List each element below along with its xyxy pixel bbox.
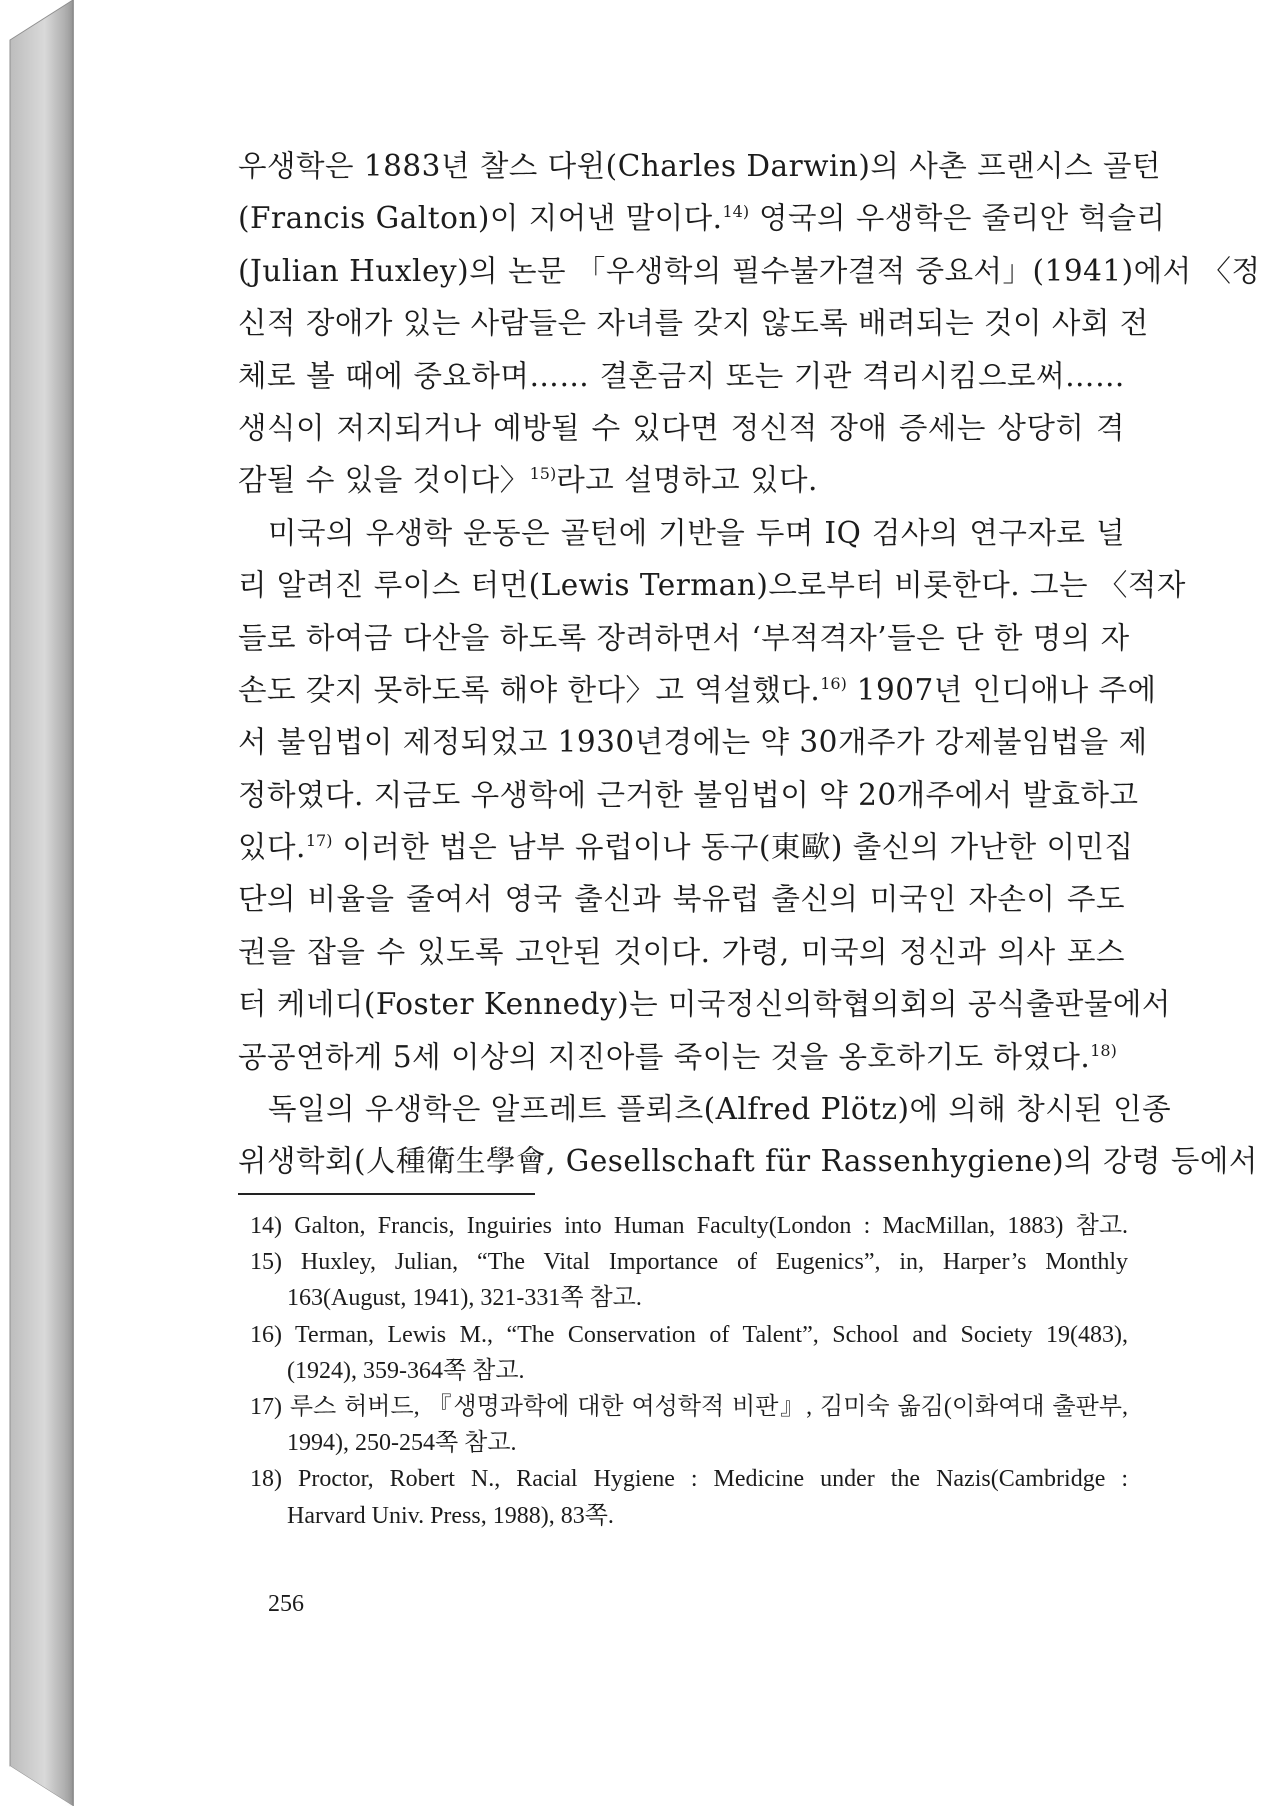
body-line: (Julian Huxley)의 논문 「우생학의 필수불가결적 중요서」(1941)에서 〈정 (238, 253, 1261, 288)
body-line: 들로 하여금 다산을 하도록 장려하면서 ‘부적격자’들은 단 한 명의 자 (238, 620, 1130, 655)
body-line: 단의 비율을 줄여서 영국 출신과 북유럽 출신의 미국인 자손이 주도 (238, 882, 1125, 917)
body-line: 미국의 우생학 운동은 골턴에 기반을 두며 IQ 검사의 연구자로 널 (268, 515, 1125, 550)
body-line-text: 이러한 법은 남부 유럽이나 동구(東歐) 출신의 가난한 이민집 (332, 830, 1134, 865)
footnote-ref-18[interactable]: 18) (1090, 1040, 1117, 1060)
body-line (238, 1031, 1125, 1083)
body-line (238, 821, 1134, 873)
body-line (238, 192, 1166, 244)
body-line-text: 있다. (238, 830, 306, 865)
body-line: 위생학회(人種衛生學會, Gesellschaft für Rassenhygiene)의 강령 등에서 (238, 1144, 1258, 1179)
footnote-18: 18) Proctor, Robert N., Racial Hygiene : Medicine under the Nazis(Cambridge : (250, 1466, 1128, 1493)
body-line (238, 664, 1157, 716)
footnote-16-cont: (1924), 359-364쪽 참고. (287, 1357, 525, 1384)
body-line: 정하였다. 지금도 우생학에 근거한 불임법이 약 20개주에서 발효하고 (238, 777, 1139, 812)
footnote-18-cont: Harvard Univ. Press, 1988), 83쪽. (287, 1502, 614, 1529)
body-line-text: 공공연하게 5세 이상의 지진아를 죽이는 것을 옹호하기도 하였다. (238, 1039, 1091, 1074)
footnote-divider (238, 1193, 535, 1195)
body-line: 권을 잡을 수 있도록 고안된 것이다. 가령, 미국의 정신과 의사 포스 (238, 934, 1125, 969)
body-line: 신적 장애가 있는 사람들은 자녀를 갖지 않도록 배려되는 것이 사회 전 (238, 306, 1149, 341)
body-line: 서 불임법이 제정되었고 1930년경에는 약 30개주가 강제불임법을 제 (238, 725, 1148, 760)
body-line: 생식이 저지되거나 예방될 수 있다면 정신적 장애 증세는 상당히 격 (238, 410, 1125, 445)
body-line-text: 손도 갖지 못하도록 해야 한다〉고 역설했다. (238, 672, 821, 707)
footnote-15-cont: 163(August, 1941), 321-331쪽 참고. (287, 1285, 642, 1312)
footnote-ref-15[interactable]: 15) (529, 464, 557, 484)
body-line: 체로 볼 때에 중요하며…… 결혼금지 또는 기관 격리시킴으로써…… (238, 358, 1125, 393)
body-line-text: 감될 수 있을 것이다〉 (238, 463, 530, 498)
footnote-17: 17) 루스 허버드, 『생명과학에 대한 여성학적 비판』, 김미숙 옮김(이화여대 출판부, (250, 1393, 1128, 1420)
footnote-17-cont: 1994), 250-254쪽 참고. (287, 1430, 517, 1457)
body-line (238, 454, 1125, 506)
body-line: 우생학은 1883년 찰스 다윈(Charles Darwin)의 사촌 프랜시스 골턴 (238, 149, 1161, 183)
footnote-15: 15) Huxley, Julian, “The Vital Importance of Eugenics”, in, Harper’s Monthly (250, 1249, 1128, 1276)
footnote-14: 14) Galton, Francis, Inguiries into Human Faculty(London : MacMillan, 1883) 참고. (250, 1213, 1128, 1239)
body-line: 독일의 우생학은 알프레트 플뢰츠(Alfred Plötz)에 의해 창시된 인종 (268, 1092, 1172, 1127)
body-line: 터 케네디(Foster Kennedy)는 미국정신의학협의회의 공식출판물에서 (238, 987, 1171, 1022)
body-text (238, 140, 1261, 1188)
body-line-text: 라고 설명하고 있다. (556, 463, 818, 498)
page-number: 256 (268, 1591, 304, 1617)
footnotes (250, 1208, 1128, 1534)
footnote-16: 16) Terman, Lewis M., “The Conservation of Talent”, School and Society 19(483), (250, 1321, 1128, 1348)
footnote-ref-17[interactable]: 17) (305, 831, 333, 851)
body-line-text: 영국의 우생학은 줄리안 헉슬리 (749, 201, 1166, 236)
footnote-ref-14[interactable]: 14) (722, 202, 750, 222)
body-line-text: (Francis Galton)이 지어낸 말이다. (238, 201, 723, 236)
footnote-ref-16[interactable]: 16) (820, 674, 847, 694)
body-line-text: 1907년 인디애나 주에 (846, 672, 1157, 707)
body-line: 리 알려진 루이스 터먼(Lewis Terman)으로부터 비롯한다. 그는 〈적자 (238, 568, 1186, 603)
